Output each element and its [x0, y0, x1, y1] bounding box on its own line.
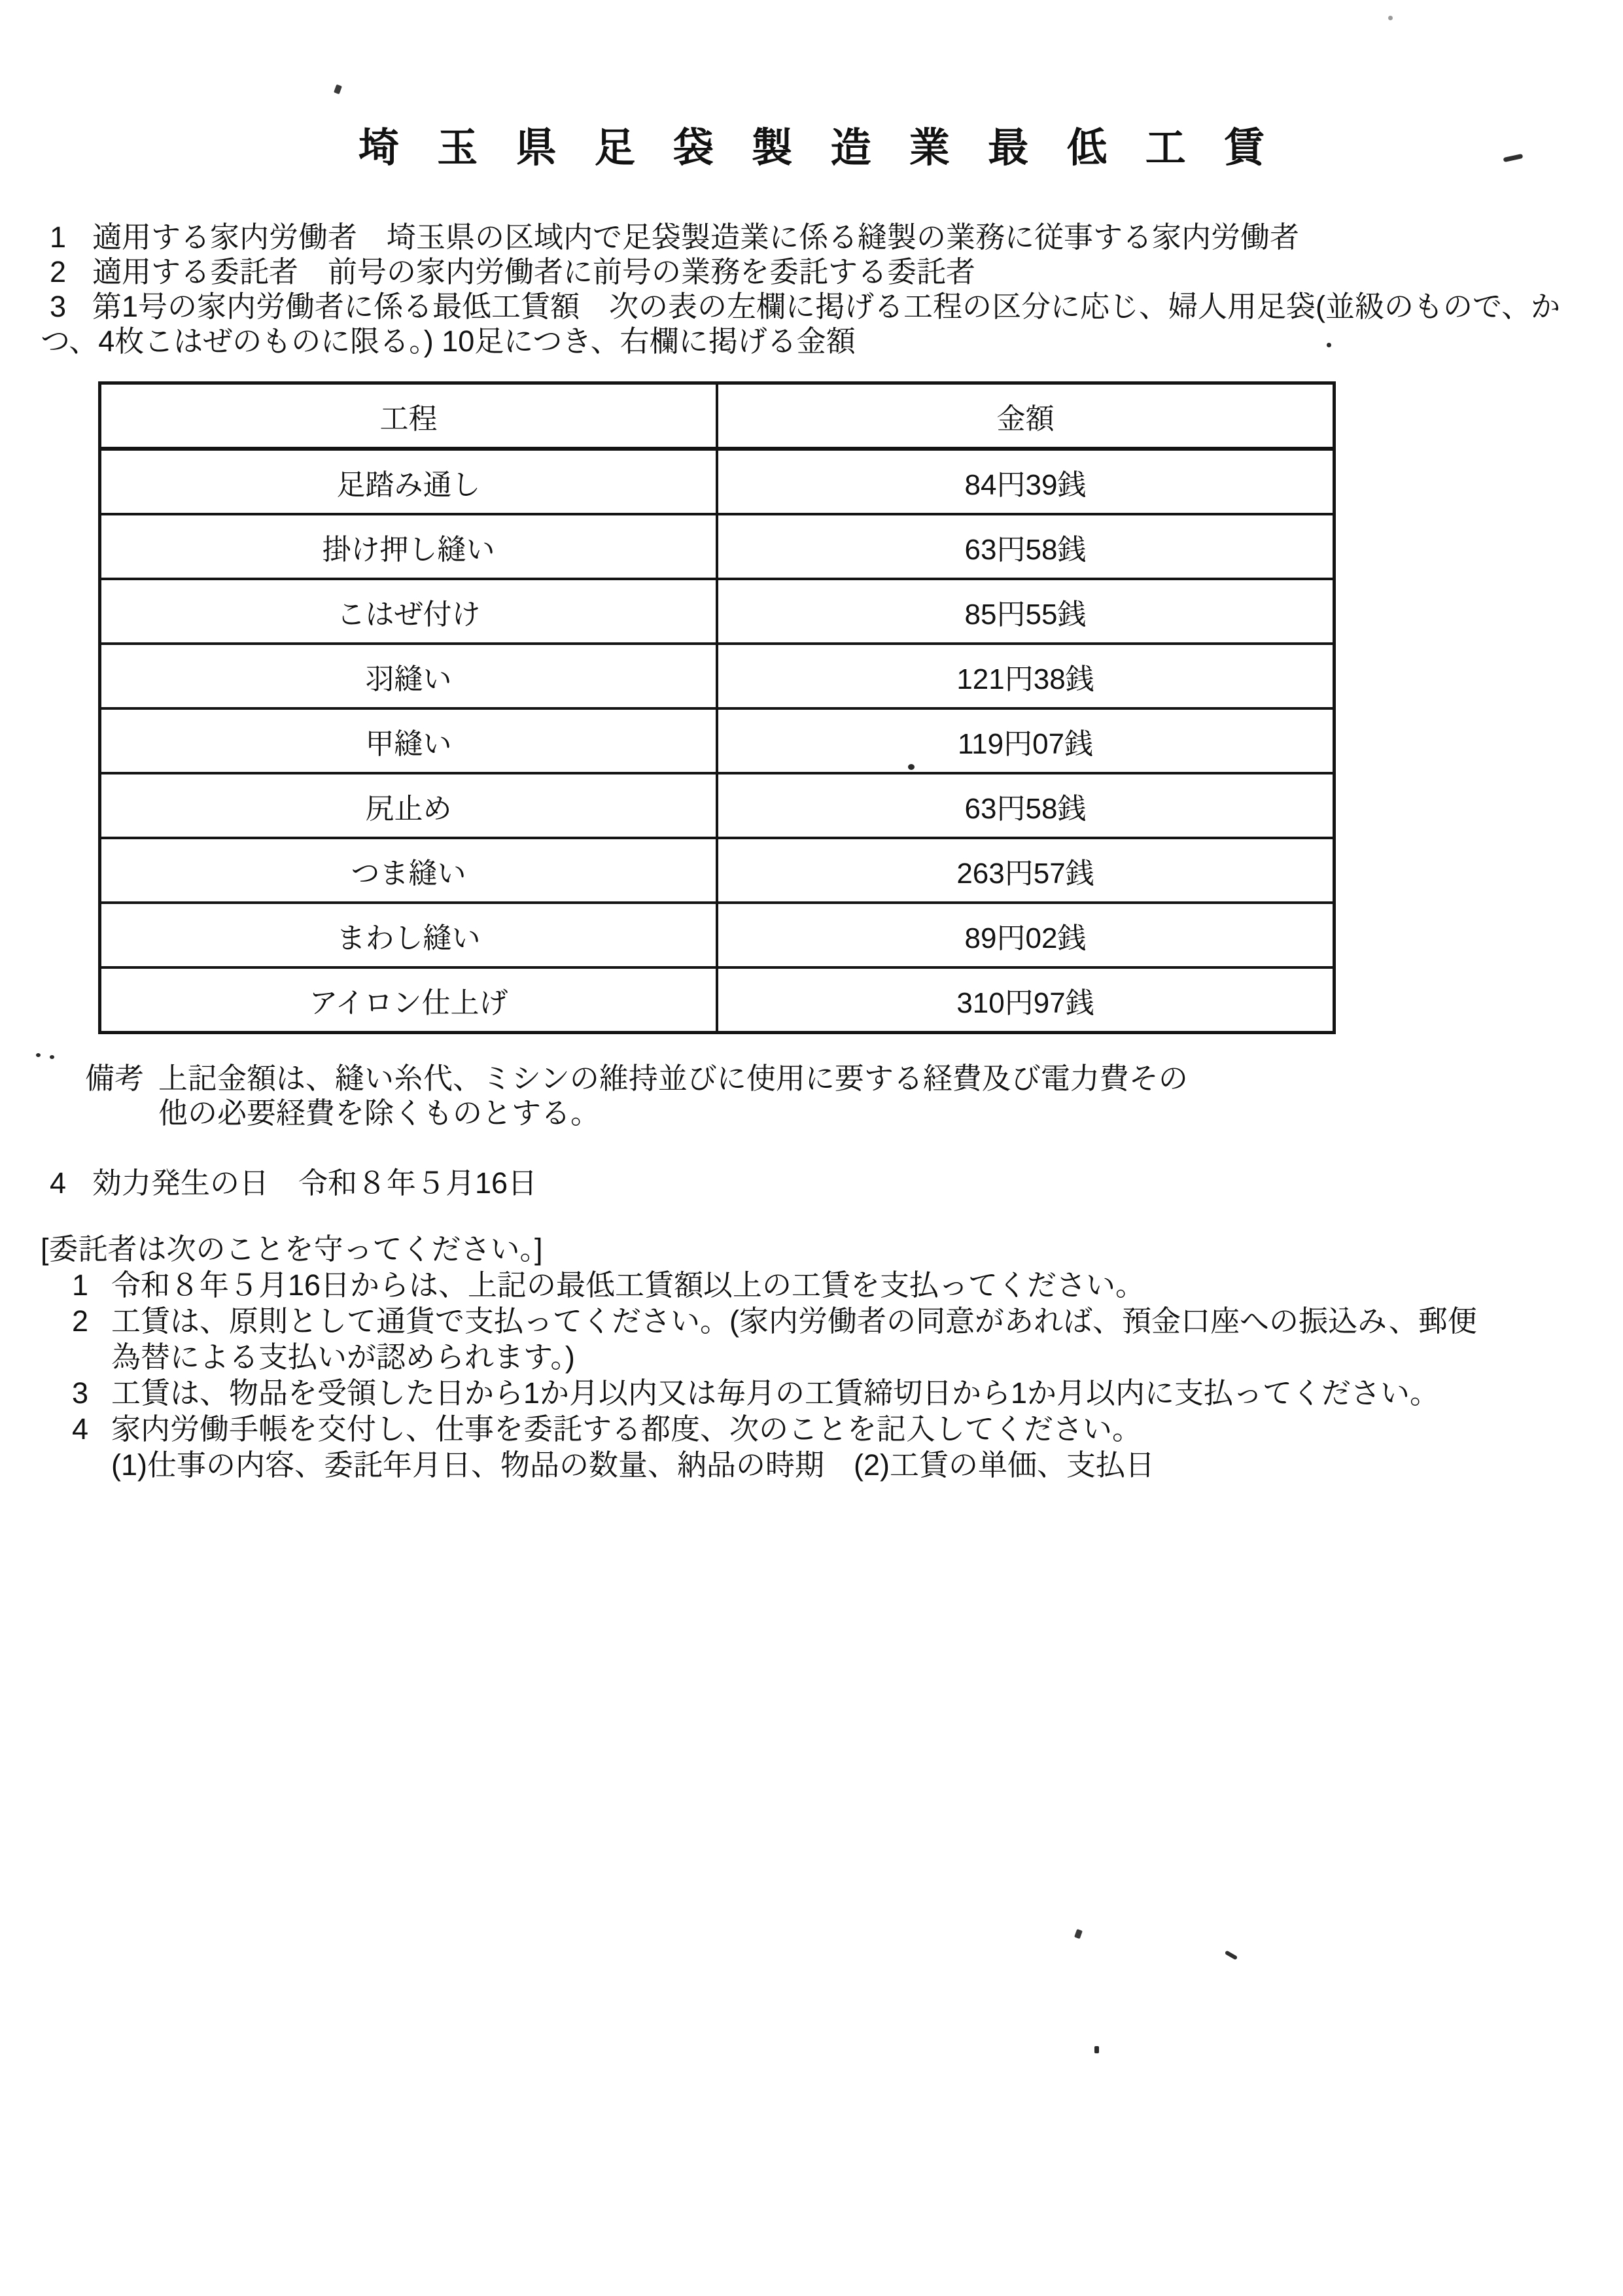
- table-row: [100, 773, 1335, 838]
- amount-cell: 119円07銭: [717, 708, 1335, 773]
- process-cell: 甲縫い: [100, 708, 718, 773]
- process-cell: 尻止め: [100, 773, 718, 838]
- notice-item: [41, 1375, 1603, 1411]
- provision-item: [41, 289, 1601, 358]
- page-title: 埼玉県足袋製造業最低工賃: [358, 126, 1303, 171]
- scan-speck: [1388, 16, 1393, 20]
- scan-speck: [1327, 343, 1331, 347]
- col-header-amount: 金額: [717, 383, 1335, 449]
- consignor-notice: [41, 1231, 1603, 1483]
- notice-item: [41, 1411, 1603, 1447]
- effective-date-number: 4: [50, 1166, 67, 1200]
- scan-speck: [1094, 2046, 1099, 2053]
- provision-number: 2: [50, 255, 67, 288]
- amount-cell: 89円02銭: [717, 903, 1335, 967]
- table-row: [100, 838, 1335, 903]
- table-row: [100, 967, 1335, 1033]
- wage-table: [98, 381, 1336, 1034]
- table-row: [100, 579, 1335, 644]
- table-row: [100, 514, 1335, 579]
- amount-cell: 85円55銭: [717, 579, 1335, 644]
- amount-cell: 263円57銭: [717, 838, 1335, 903]
- notice-item-number: 2: [72, 1304, 89, 1338]
- provisions: [41, 220, 1601, 358]
- effective-date-line: [41, 1166, 537, 1200]
- amount-cell: 121円38銭: [717, 644, 1335, 708]
- notice-item: [41, 1267, 1603, 1303]
- notice-item-text: 工賃は、物品を受領した日から1か月以内又は毎月の工賃締切日から1か月以内に支払ってください。: [111, 1376, 1440, 1410]
- effective-date-text: 効力発生の日 令和８年５月16日: [92, 1166, 538, 1200]
- col-header-process: 工程: [100, 383, 718, 449]
- scan-speck: [908, 764, 915, 770]
- notice-item-text: (1)仕事の内容、委託年月日、物品の数量、納品の時期 (2)工賃の単価、支払日: [111, 1448, 1155, 1482]
- process-cell: まわし縫い: [100, 903, 718, 967]
- notice-items: [41, 1267, 1603, 1483]
- remarks-text: 上記金額は、縫い糸代、ミシンの維持並びに使用に要する経費及び電力費その他の必要経費を除くものとする。: [158, 1062, 1188, 1130]
- notice-item-number: 4: [72, 1412, 89, 1446]
- process-cell: 羽縫い: [100, 644, 718, 708]
- notice-subitem: [41, 1447, 1603, 1483]
- process-cell: 足踏み通し: [100, 449, 718, 514]
- amount-cell: 63円58銭: [717, 514, 1335, 579]
- scan-speck: [1225, 1950, 1238, 1960]
- scan-speck: [1074, 1929, 1083, 1939]
- scan-speck: [50, 1055, 54, 1059]
- table-row: [100, 903, 1335, 967]
- process-cell: アイロン仕上げ: [100, 967, 718, 1033]
- provision-text: 第1号の家内労働者に係る最低工賃額 次の表の左欄に掲げる工程の区分に応じ、婦人用足袋(並級のもので、かつ、4枚こはぜのものに限る。) 10足につき、右欄に掲げる金額: [41, 290, 1561, 358]
- notice-item: [41, 1303, 1603, 1375]
- provision-item: [41, 254, 1601, 289]
- amount-cell: 63円58銭: [717, 773, 1335, 838]
- amount-cell: 310円97銭: [717, 967, 1335, 1033]
- process-cell: 掛け押し縫い: [100, 514, 718, 579]
- scan-speck: [36, 1053, 41, 1057]
- scan-speck: [334, 84, 342, 94]
- notice-item-text: 家内労働手帳を交付し、仕事を委託する都度、次のことを記入してください。: [111, 1412, 1142, 1446]
- provision-number: 1: [50, 220, 67, 254]
- notice-item-text: 令和８年５月16日からは、上記の最低工賃額以上の工賃を支払ってください。: [111, 1268, 1145, 1302]
- table-row: [100, 449, 1335, 514]
- provision-text: 適用する家内労働者 埼玉県の区域内で足袋製造業に係る縫製の業務に従事する家内労働者: [92, 220, 1300, 254]
- provision-item: [41, 220, 1601, 254]
- notice-item-text: 工賃は、原則として通貨で支払ってください。(家内労働者の同意があれば、預金口座への振込み、郵便為替による支払いが認められます。): [111, 1304, 1477, 1374]
- provision-text: 適用する委託者 前号の家内労働者に前号の業務を委託する委託者: [92, 255, 976, 288]
- notice-heading: [委託者は次のことを守ってください。]: [41, 1232, 543, 1266]
- amount-cell: 84円39銭: [717, 449, 1335, 514]
- provision-number: 3: [50, 290, 67, 323]
- process-cell: こはぜ付け: [100, 579, 718, 644]
- table-header-row: [100, 383, 1335, 449]
- process-cell: つま縫い: [100, 838, 718, 903]
- remarks-label: 備考: [85, 1062, 145, 1095]
- table-row: [100, 708, 1335, 773]
- remarks: [85, 1061, 1205, 1130]
- table-row: [100, 644, 1335, 708]
- notice-item-number: 3: [72, 1376, 89, 1410]
- notice-item-number: 1: [72, 1268, 89, 1302]
